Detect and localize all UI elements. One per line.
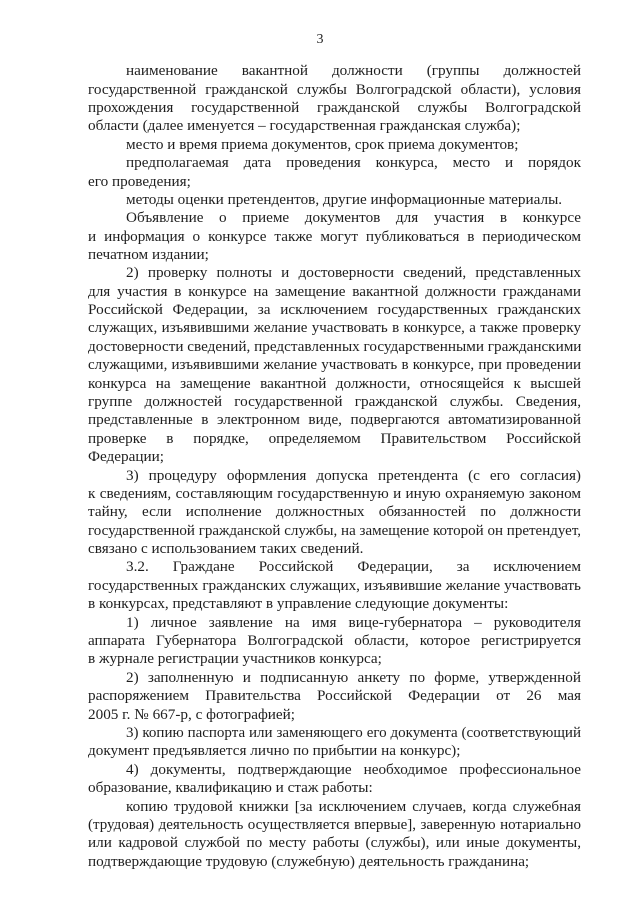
text-line: прохождения государственной гражданской службы Волгоградской bbox=[88, 99, 581, 116]
text-line: или кадровой службой по месту работы (службы), или иные документы, bbox=[88, 834, 581, 851]
text-line: 2005 г. № 667-р, с фотографией; bbox=[88, 706, 296, 723]
text-line: связано с использованием таких сведений. bbox=[88, 540, 364, 557]
text-line: 1) личное заявление на имя вице-губернатора – руководителя bbox=[126, 614, 581, 631]
text-line: (трудовая) деятельность осуществляется впервые], заверенную нотариально bbox=[88, 817, 581, 833]
text-line: Объявление о приеме документов для участия в конкурсе bbox=[126, 209, 581, 226]
text-line: аппарата Губернатора Волгоградской области, которое регистрируется bbox=[88, 632, 581, 649]
text-line: 2) проверку полноты и достоверности сведений, представленных bbox=[126, 264, 581, 281]
text-line: для участия в конкурсе на замещение вакантной должности гражданами bbox=[88, 283, 581, 300]
text-line: копию трудовой книжки [за исключением случаев, когда служебная bbox=[126, 798, 581, 815]
text-line: 4) документы, подтверждающие необходимое профессиональное bbox=[126, 761, 581, 778]
text-line: служащих, изъявившими желание участвовать в конкурсе, а также проверку bbox=[88, 320, 581, 336]
text-line: предполагаемая дата проведения конкурса, место и порядок bbox=[126, 154, 581, 171]
text-line: 3) копию паспорта или заменяющего его документа (соответствующий bbox=[126, 725, 581, 741]
text-line: 3) процедуру оформления допуска претендента (с его согласия) bbox=[126, 467, 581, 484]
text-line: конкурса на замещение вакантной должности, относящейся к высшей bbox=[88, 375, 581, 392]
text-line: представленные в электронном виде, подвергаются автоматизированной bbox=[88, 411, 581, 428]
text-line: достоверности сведений, представленных государственными гражданскими bbox=[88, 338, 582, 355]
text-line: области (далее именуется – государственная гражданская служба); bbox=[88, 117, 521, 134]
text-line: государственных гражданских служащих, изъявившие желание участвовать bbox=[88, 577, 581, 594]
text-line: тайну, если исполнение должностных обязанностей по должности bbox=[88, 503, 581, 520]
text-line: и информация о конкурсе также могут публиковаться в периодическом bbox=[88, 228, 581, 245]
page-number: 3 bbox=[316, 32, 324, 47]
text-line: распоряжением Правительства Российской Федерации от 26 мая bbox=[88, 687, 581, 704]
text-line: к сведениям, составляющим государственную и иную охраняемую законом bbox=[88, 485, 581, 502]
text-line: 2) заполненную и подписанную анкету по форме, утвержденной bbox=[126, 669, 581, 686]
text-line: место и время приема документов, срок приема документов; bbox=[126, 136, 519, 153]
text-line: в журнале регистрации участников конкурса; bbox=[88, 650, 382, 667]
text-line: его проведения; bbox=[88, 173, 191, 190]
text-line: 3.2. Граждане Российской Федерации, за исключением bbox=[126, 558, 581, 575]
text-line: Федерации; bbox=[88, 448, 164, 465]
text-line: печатном издании; bbox=[88, 246, 209, 263]
text-line: государственной гражданской службы Волгоградской области), условия bbox=[88, 81, 581, 98]
text-line: образование, квалификацию и стаж работы: bbox=[88, 779, 373, 796]
text-line: документ предъявляется лично по прибытии на конкурс); bbox=[88, 742, 461, 759]
text-line: государственной гражданской службы, на замещение которой он претендует, bbox=[88, 523, 581, 539]
text-line: проверке в порядке, определяемом Правительством Российской bbox=[88, 430, 581, 447]
text-line: служащими, изъявившими желание участвовать в конкурсе, при проведении bbox=[88, 357, 581, 373]
text-line: в конкурсах, представляют в управление следующие документы: bbox=[88, 595, 509, 612]
text-line: группе должностей государственной гражданской службы. Сведения, bbox=[88, 393, 581, 410]
text-line: Российской Федерации, за исключением государственных гражданских bbox=[88, 301, 581, 318]
text-line: методы оценки претендентов, другие информационные материалы. bbox=[126, 191, 563, 208]
text-line: наименование вакантной должности (группы должностей bbox=[126, 62, 581, 79]
text-line: подтверждающие трудовую (служебную) деятельность гражданина; bbox=[88, 853, 530, 870]
